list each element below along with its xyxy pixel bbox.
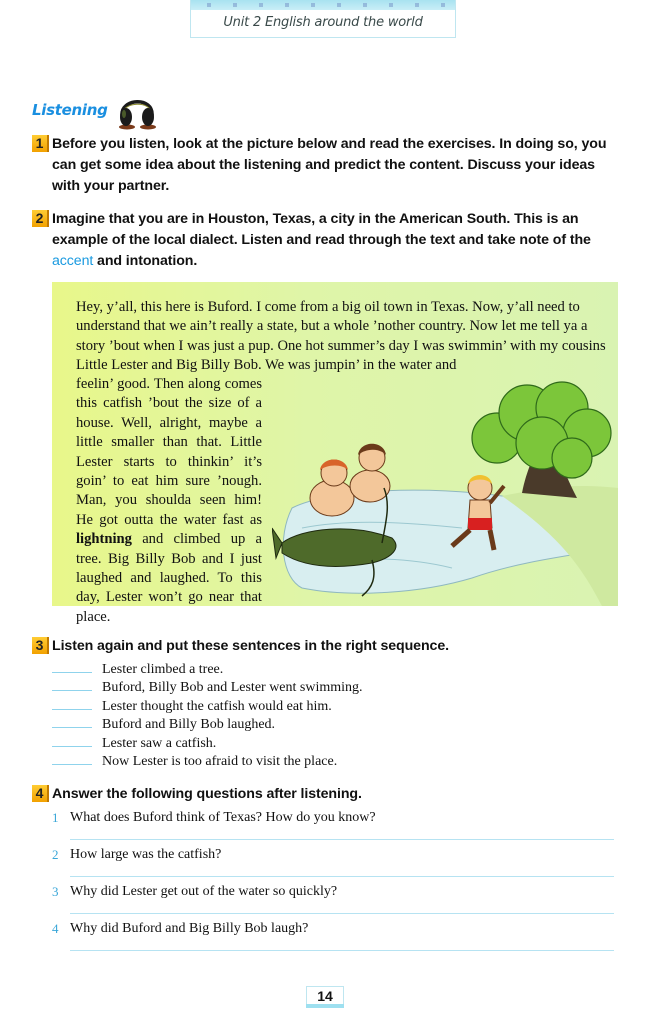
headphones-icon <box>114 90 160 130</box>
task-instruction-text: and intonation. <box>97 253 198 269</box>
task-number-badge: 3 <box>32 637 49 654</box>
question-text: Why did Buford and Big Billy Bob laugh? <box>70 921 309 936</box>
unit-header-banner <box>190 0 456 38</box>
page-number <box>306 986 344 1008</box>
sequence-item <box>52 698 363 716</box>
story-text: feelin’ good. Then along comes this catfish ’bout the size of a house. Well, alright, maybe a little smaller than that. Little Lester starts to thinkin’ it’s goin’ to eat him sure ’nough. Man, you shoulda seen him! He got outta the water fast as <box>76 376 262 528</box>
sequence-item <box>52 753 363 771</box>
sequence-sentence: Now Lester is too afraid to visit the place. <box>102 753 338 769</box>
story-text: and climbed up a tree. Big Billy Bob and I just laughed and laughed. To this day, Lester won’t go near that place. <box>76 531 262 625</box>
task-instruction <box>52 209 622 272</box>
sequence-item <box>52 735 363 753</box>
question-list <box>52 808 614 956</box>
sequence-sentence: Buford, Billy Bob and Lester went swimming. <box>102 680 363 696</box>
task-number-badge: 4 <box>32 785 49 802</box>
sequence-sentence: Lester climbed a tree. <box>102 662 224 677</box>
question-item <box>52 919 614 956</box>
sequence-item <box>52 716 363 734</box>
story-paragraph-continued <box>76 375 262 627</box>
unit-title: Unit 2 English around the world <box>223 15 423 30</box>
question-text: Why did Lester get out of the water so quickly? <box>70 884 338 899</box>
sequence-item <box>52 661 363 679</box>
question-number: 4 <box>52 921 59 936</box>
sequence-sentence: Lester saw a catfish. <box>102 735 217 751</box>
answer-line[interactable] <box>70 950 614 951</box>
task-4 <box>32 784 622 805</box>
sequence-answer-blank[interactable] <box>52 679 92 691</box>
question-text: What does Buford think of Texas? How do you know? <box>70 810 376 825</box>
task-instruction: Answer the following questions after listening. <box>52 786 362 802</box>
story-bold-word: lightning <box>76 531 132 548</box>
sequence-answer-blank[interactable] <box>52 735 92 747</box>
task-instruction: Before you listen, look at the picture below and read the exercises. In doing so, you can get some idea about the listening and predict the content. Discuss your ideas with your partner. <box>52 136 607 194</box>
section-label: Listening <box>32 101 108 119</box>
question-item <box>52 845 614 882</box>
page-number-text: 14 <box>317 988 333 1004</box>
boys-swimming-catfish-tree-illustration <box>272 378 618 606</box>
header-water-decoration <box>191 0 455 10</box>
question-number: 1 <box>52 810 59 825</box>
vocabulary-link-accent[interactable]: accent <box>52 253 94 269</box>
question-number: 3 <box>52 884 59 899</box>
answer-line[interactable] <box>70 913 614 914</box>
task-number-badge: 2 <box>32 210 49 227</box>
sequence-answer-blank[interactable] <box>52 716 92 728</box>
sequence-answer-blank[interactable] <box>52 698 92 710</box>
question-number: 2 <box>52 847 59 862</box>
sequence-sentence: Buford and Billy Bob laughed. <box>102 717 276 733</box>
task-1 <box>32 134 622 197</box>
sequence-sentence: Lester thought the catfish would eat him. <box>102 698 332 714</box>
sequence-list <box>52 661 363 771</box>
question-item <box>52 808 614 845</box>
question-item <box>52 882 614 919</box>
task-2 <box>32 209 622 272</box>
sequence-answer-blank[interactable] <box>52 661 92 673</box>
sequence-item <box>52 679 363 697</box>
task-instruction: Listen again and put these sentences in the right sequence. <box>52 638 449 654</box>
question-text: How large was the catfish? <box>70 847 222 862</box>
story-text-box <box>52 282 618 625</box>
section-heading <box>32 90 160 130</box>
sequence-answer-blank[interactable] <box>52 753 92 765</box>
answer-line[interactable] <box>70 876 614 877</box>
task-3 <box>32 636 622 657</box>
task-number-badge: 1 <box>32 135 49 152</box>
task-instruction-text: Imagine that you are in Houston, Texas, a city in the American South. This is an example of the local dialect. Listen and read through the text and take note of the <box>52 211 591 248</box>
answer-line[interactable] <box>70 839 614 840</box>
story-paragraph-top: Hey, y’all, this here is Buford. I come from a big oil town in Texas. Now, y’all need to understand that we ain’t really a state, but a whole ’nother country. Now let me tell ya a story ’bout when I was just a pup. One hot summer’s day I was swimmin’ with my cousins Little Lester and Big Billy Bob. We was jumpin’ in the water and <box>76 299 606 374</box>
